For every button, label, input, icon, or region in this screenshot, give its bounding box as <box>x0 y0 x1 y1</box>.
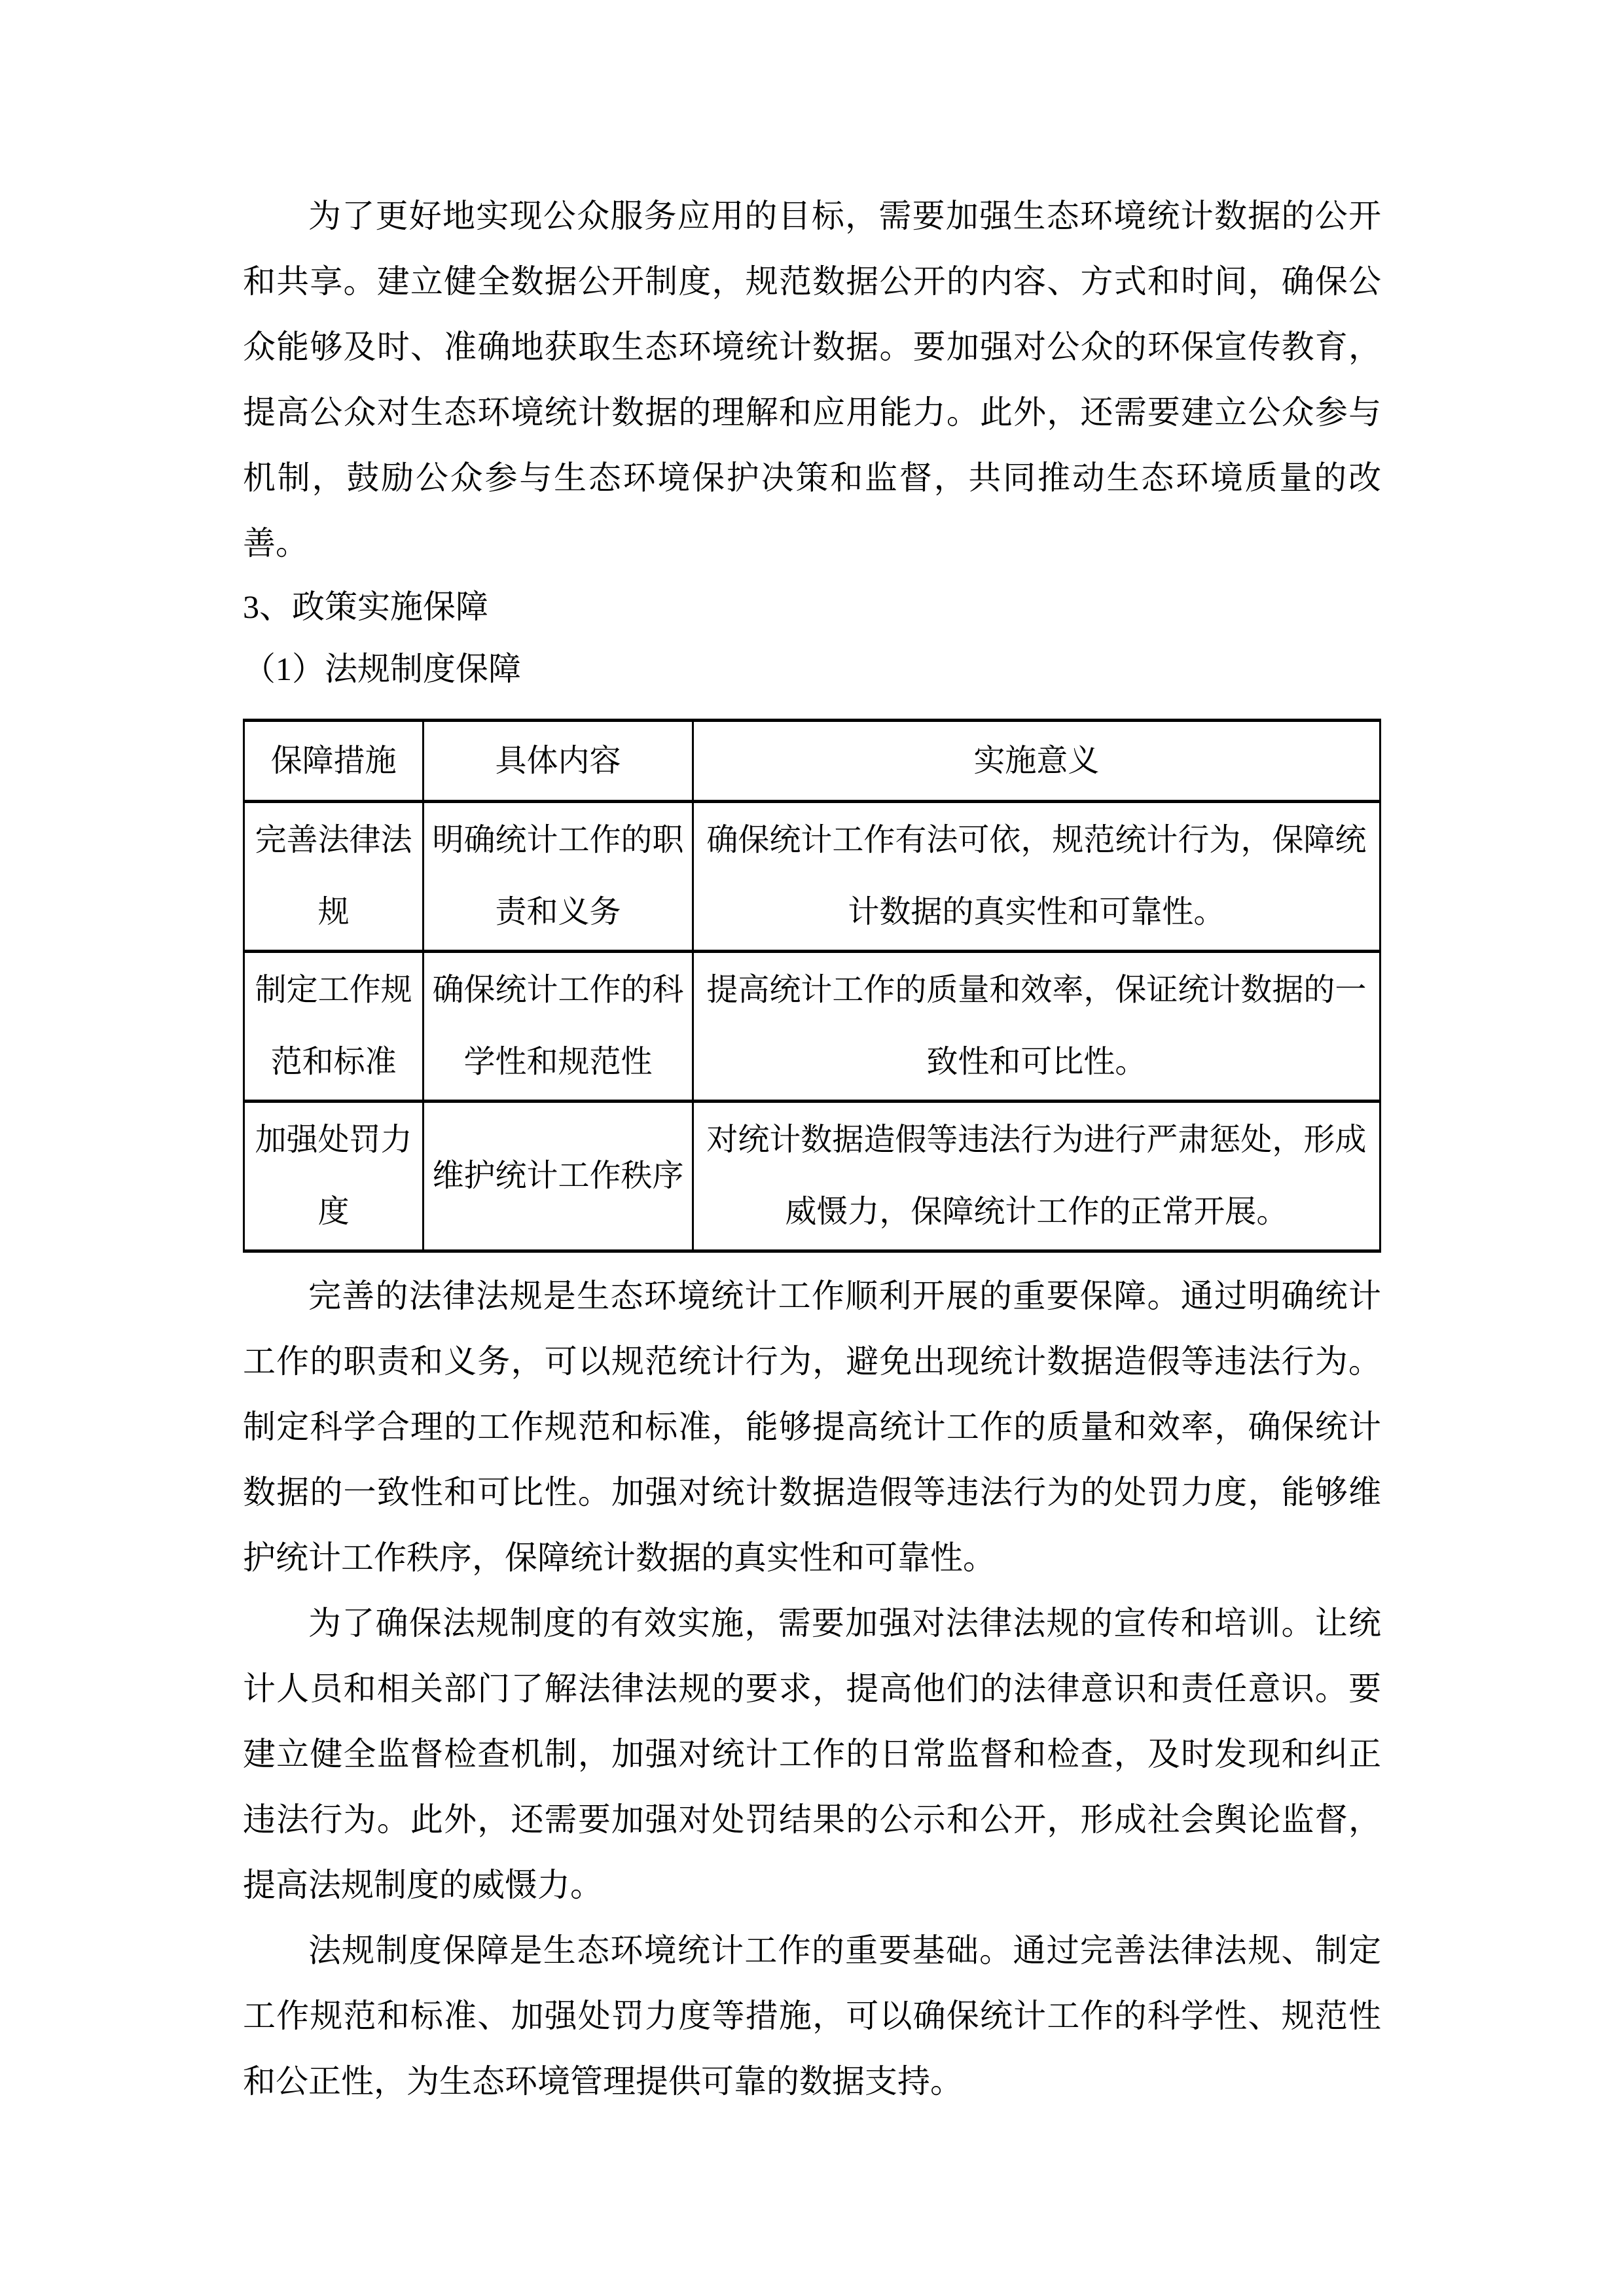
paragraph-foundation: 法规制度保障是生态环境统计工作的重要基础。通过完善法律法规、制定工作规范和标准、加强处罚力度等措施，可以确保统计工作的科学性、规范性和公正性，为生态环境管理提供可靠的数据支持。 <box>243 1932 1381 2100</box>
table-cell-meaning: 确保统计工作有法可依，规范统计行为，保障统计数据的真实性和可靠性。 <box>693 802 1380 952</box>
table-header-meaning: 实施意义 <box>693 721 1380 802</box>
table-cell-measure: 完善法律法规 <box>244 802 424 952</box>
table-cell-measure: 制定工作规范和标准 <box>244 952 424 1102</box>
table-cell-content: 明确统计工作的职责和义务 <box>424 802 693 952</box>
subsection-heading-legal-system: （1）法规制度保障 <box>243 651 521 687</box>
table-cell-measure: 加强处罚力度 <box>244 1102 424 1251</box>
table-row-standards <box>244 952 1380 1102</box>
section-heading-policy-guarantee: 3、政策实施保障 <box>243 588 488 625</box>
table-cell-content: 维护统计工作秩序 <box>424 1102 693 1251</box>
paragraph-public-service: 为了更好地实现公众服务应用的目标，需要加强生态环境统计数据的公开和共享。建立健全数据公开制度，规范数据公开的内容、方式和时间，确保公众能够及时、准确地获取生态环境统计数据。要加强对公众的环保宣传教育，提高公众对生态环境统计数据的理解和应用能力。此外，还需要建立公众参与机制，鼓励公众参与生态环境保护决策和监督，共同推动生态环境质量的改善。 <box>243 198 1381 562</box>
table-row-laws <box>244 802 1380 952</box>
table-cell-meaning: 提高统计工作的质量和效率，保证统计数据的一致性和可比性。 <box>693 952 1380 1102</box>
table-header-row <box>244 721 1380 802</box>
table-header-measure: 保障措施 <box>244 721 424 802</box>
paragraph-legal-importance: 完善的法律法规是生态环境统计工作顺利开展的重要保障。通过明确统计工作的职责和义务，可以规范统计行为，避免出现统计数据造假等违法行为。制定科学合理的工作规范和标准，能够提高统计工作的质量和效率，确保统计数据的一致性和可比性。加强对统计数据造假等违法行为的处罚力度，能够维护统计工作秩序，保障统计数据的真实性和可靠性。 <box>243 1278 1381 1576</box>
table-cell-meaning: 对统计数据造假等违法行为进行严肃惩处，形成威慑力，保障统计工作的正常开展。 <box>693 1102 1380 1251</box>
table-cell-content: 确保统计工作的科学性和规范性 <box>424 952 693 1102</box>
table-header-content: 具体内容 <box>424 721 693 802</box>
paragraph-implementation: 为了确保法规制度的有效实施，需要加强对法律法规的宣传和培训。让统计人员和相关部门了解法律法规的要求，提高他们的法律意识和责任意识。要建立健全监督检查机制，加强对统计工作的日常监督和检查，及时发现和纠正违法行为。此外，还需要加强对处罚结果的公示和公开，形成社会舆论监督，提高法规制度的威慑力。 <box>243 1605 1381 1903</box>
legal-guarantee-table <box>243 719 1381 1253</box>
table-row-punishment <box>244 1102 1380 1251</box>
